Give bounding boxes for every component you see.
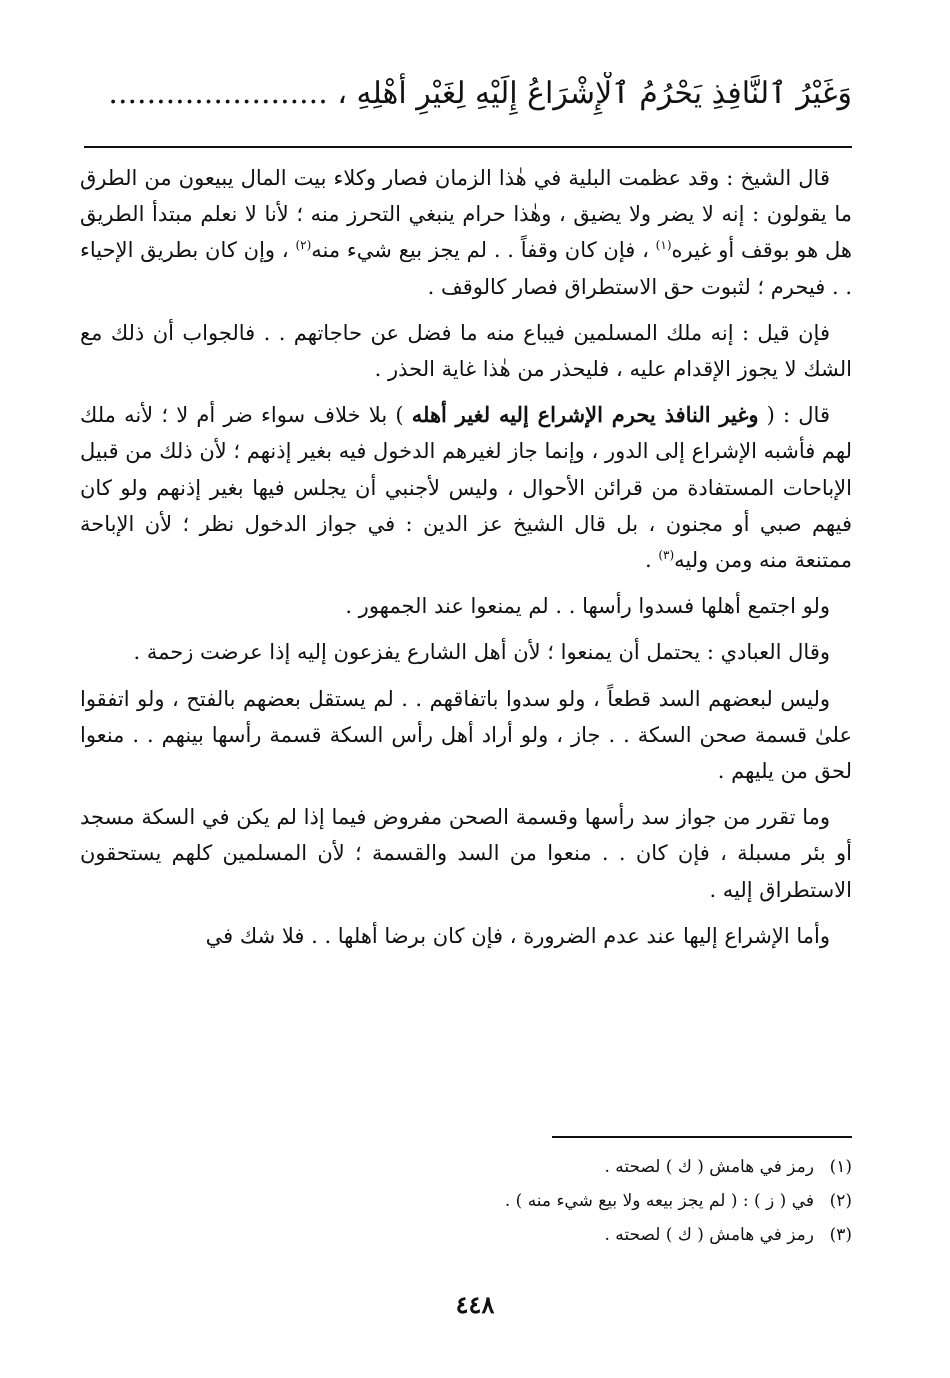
footnote-number: (٢): [829, 1191, 852, 1211]
text-run: وما تقرر من جواز سد رأسها وقسمة الصحن مفروض فيما إذا لم يكن في السكة مسجد أو بئر مسبلة ، فإن كان . . منعوا من السد والقسمة ؛ لأن المسلمين كلهم يستحقون الاستطراق إليه .: [80, 805, 852, 902]
footnote-number: (٣): [829, 1225, 852, 1245]
text-run: فإن قيل : إنه ملك المسلمين فيباع منه ما فضل عن حاجاتهم . . فالجواب أن ذلك مع الشك لا يجوز الإقدام عليه ، فليحذر من هٰذا غاية الحذر .: [80, 320, 852, 382]
text-run: ، وإن كان بطريق الإحياء . . فيحرم ؛ لثبوت حق الاستطراق فصار كالوقف .: [80, 238, 852, 299]
header-rule: [84, 146, 852, 148]
text-run: قال : (: [758, 403, 830, 428]
paragraph: [80, 397, 852, 578]
footnote-text: في ( ز ) : ( لم يجز بيعه ولا بيع شيء منه ) .: [504, 1191, 814, 1211]
footnote: [152, 1150, 852, 1184]
page-number: ٤٤٨: [455, 1290, 495, 1319]
text-run: ولو اجتمع أهلها فسدوا رأسها . . لم يمنعوا عند الجمهور .: [345, 594, 830, 619]
text-run: وقال العبادي : يحتمل أن يمنعوا ؛ لأن أهل الشارع يفزعون إليه إذا عرضت زحمة .: [133, 640, 830, 665]
footnote-rule: [552, 1136, 852, 1138]
text-run: وليس لبعضهم السد قطعاً ، ولو سدوا باتفاقهم . . لم يستقل بعضهم بالفتح ، ولو اتفقوا علىٰ قسمة صحن السكة . . جاز ، ولو أراد أهل رأس السكة قسمة رأسها بينهم . . منعوا لحق من يليهم .: [80, 686, 852, 784]
quoted-matn: وغير النافذ يحرم الإشراع إليه لغير أهله: [411, 402, 759, 428]
footnote: [152, 1184, 852, 1218]
footnote-ref: (٢): [295, 238, 312, 253]
paragraph: [80, 588, 852, 624]
paragraph: [80, 160, 852, 305]
footnote-text: رمز في هامش ( ك ) لصحته .: [604, 1225, 814, 1245]
paragraph: [80, 315, 852, 387]
paragraph: [80, 681, 852, 790]
paragraph: [80, 799, 852, 908]
text-run: قال الشيخ : وقد عظمت البلية في هٰذا الزمان فصار وكلاء بيت المال يبيعون من الطرق ما يقولون : إنه لا يضر ولا يضيق ، وهٰذا حرام ينبغي التحرز منه ؛ لأنا لا نعلم مبتدأ الطريق هل هو بوقف أو غيره: [80, 166, 852, 263]
text-run: ، فإن كان وقفاً . . لم يجز بيع شيء منه: [311, 238, 656, 263]
header-dots: .......................: [108, 76, 328, 111]
footnote-text: رمز في هامش ( ك ) لصحته .: [604, 1157, 814, 1177]
text-run: وأما الإشراع إليها عند عدم الضرورة ، فإن كان برضا أهلها . . فلا شك في: [205, 923, 830, 948]
paragraph: [80, 918, 852, 954]
text-run: .: [644, 548, 659, 573]
paragraph: [80, 634, 852, 670]
footnotes: [152, 1150, 852, 1252]
footnote-number: (١): [829, 1157, 852, 1177]
running-header: [80, 72, 852, 116]
footnote: [152, 1218, 852, 1252]
footnote-ref: (٣): [658, 548, 675, 563]
header-title: وَغَيْرُ ٱلنَّافِذِ يَحْرُمُ ٱلْإِشْرَاعُ إِلَيْهِ لِغَيْرِ أَهْلِهِ ،: [337, 76, 852, 111]
footnote-ref: (١): [655, 238, 672, 253]
main-text: [80, 160, 852, 964]
text-run: ) بلا خلاف سواء ضر أم لا ؛ لأنه ملك لهم فأشبه الإشراع إلى الدور ، وإنما جاز لغيرهم الدخول فيه بغير إذنهم ؛ لأن ذلك من قبيل الإباحات المستفادة من قرائن الأحوال ، وليس لأجنبي أن يجلس فيها بغير إذنهم ولو كان فيهم صبي أو مجنون ، بل قال الشيخ عز الدين : في جواز الدخول نظر ؛ لأن الإباحة ممتنعة منه ومن وليه: [80, 403, 852, 573]
